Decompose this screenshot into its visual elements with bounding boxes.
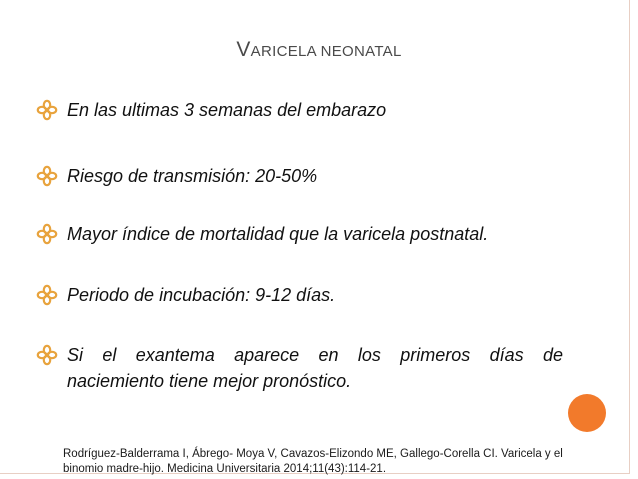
bullet-text: Riesgo de transmisión: 20-50%: [67, 166, 318, 186]
orange-circle-decoration: [568, 394, 606, 432]
bullet-flower-icon: [36, 344, 58, 366]
bullet-flower-icon: [36, 284, 58, 306]
bullet-item: [36, 163, 317, 189]
title-rest: ARICELA NEONATAL: [250, 43, 402, 60]
bullet-item: [36, 97, 386, 123]
citation-line-1: Rodríguez-Balderrama I, Ábrego- Moya V, Cavazos-Elizondo ME, Gallego-Corella CI. Varicela y el: [63, 448, 563, 460]
title-first-letter: V: [236, 38, 251, 61]
bullet-item: [36, 282, 335, 308]
bullet-text-line-1: Si el exantema aparece en los primeros días de: [67, 345, 563, 365]
bullet-flower-icon: [36, 223, 58, 245]
slide-title: [0, 38, 638, 62]
bullet-item: [36, 342, 563, 394]
bullet-flower-icon: [36, 99, 58, 121]
bullet-text: En las ultimas 3 semanas del embarazo: [67, 100, 387, 120]
citation: [63, 447, 623, 477]
bullet-flower-icon: [36, 165, 58, 187]
bullet-text-line-2: naciemiento tiene mejor pronóstico.: [67, 371, 352, 391]
bullet-text: [67, 342, 563, 394]
bullet-text: Periodo de incubación: 9-12 días.: [67, 285, 336, 305]
bullet-text: Mayor índice de mortalidad que la varicela postnatal.: [67, 224, 489, 244]
bullet-item: [36, 221, 488, 247]
citation-line-2: binomio madre-hijo. Medicina Universitaria 2014;11(43):114-21.: [63, 463, 387, 475]
